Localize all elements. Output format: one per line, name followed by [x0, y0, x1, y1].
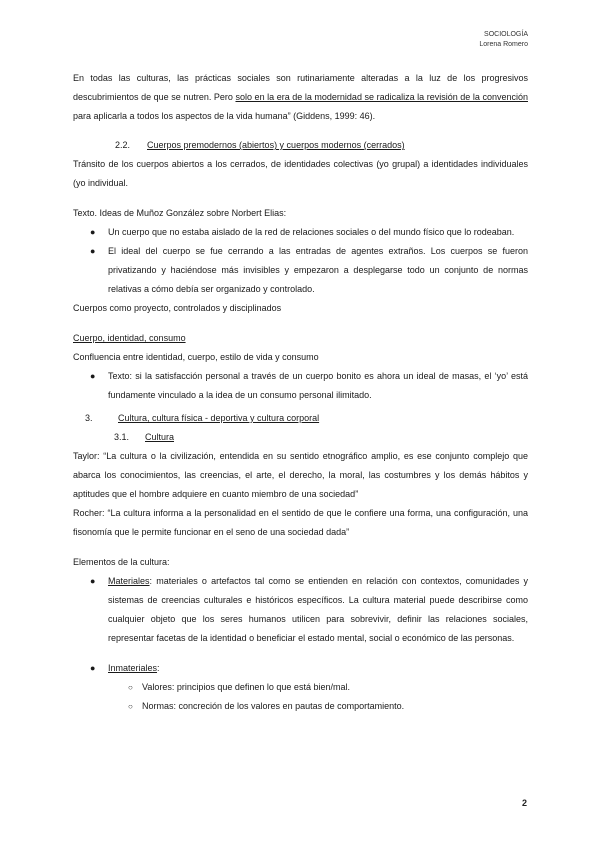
header-author: Lorena Romero [479, 41, 528, 48]
bullet-icon: ● [90, 663, 96, 673]
materiales-label: Materiales [108, 576, 150, 586]
intro-underlined-text: solo en la era de la modernidad se radicaliza la revisión de la convención [235, 92, 528, 102]
circle-bullet-icon: ○ [128, 683, 133, 692]
inmateriales-sublist [73, 678, 528, 716]
circle-bullet-icon: ○ [128, 702, 133, 711]
header-subject: SOCIOLOGÍA [484, 31, 528, 38]
section-title: Cultura, cultura física - deportiva y cultura corporal [118, 413, 320, 423]
bullet-icon: ● [90, 246, 96, 256]
section-2-2-paragraph: Tránsito de los cuerpos abiertos a los cerrados, de identidades colectivas (yo grupal) a identidades individuales (yo individual. [73, 159, 528, 188]
culture-elements-list [73, 572, 528, 648]
body-identity-heading: Cuerpo, identidad, consumo [73, 333, 186, 343]
section-title: Cultura [145, 432, 175, 442]
section-3-heading [73, 409, 528, 428]
list-item: ○ Valores: principios que definen lo que está bien/mal. [73, 678, 528, 697]
body-identity-line: Confluencia entre identidad, cuerpo, estilo de vida y consumo [73, 352, 319, 362]
rocher-quote: Rocher: “La cultura informa a la personalidad en el sentido de que le confiere una forma, una configuración, una fisonomía que le permite funcionar en el seno de una sociedad dada” [73, 508, 528, 537]
page-header [479, 30, 528, 50]
intro-citation-text: para aplicarla a todos los aspectos de la vida humana” (Giddens, 1999: 46). [73, 111, 376, 121]
section-number: 3.1. [114, 432, 130, 442]
page-content [73, 69, 528, 716]
list-item: ● Inmateriales: [73, 659, 528, 678]
page-number: 2 [521, 798, 527, 808]
section-2-2-closing: Cuerpos como proyecto, controlados y disciplinados [73, 303, 282, 313]
list-item: ● El ideal del cuerpo se fue cerrando a las entradas de agentes extraños. Los cuerpos se fueron privatizando y haciéndose más invisibles y empezaron a desplegarse todo un conjunto de normas relativas a cómo debía ser organizado y controlado. [73, 242, 528, 299]
list-item: ● Texto: si la satisfacción personal a través de un cuerpo bonito es ahora un ideal de masas, el ‘yo’ está fundamente vinculado a la idea de un consumo personal ilimitado. [73, 367, 528, 405]
section-2-2-heading [73, 136, 528, 155]
section-title: Cuerpos premodernos (abiertos) y cuerpos modernos (cerrados) [147, 140, 405, 150]
inmateriales-label: Inmateriales [108, 663, 158, 673]
section-3-1-heading [73, 428, 528, 447]
bullet-icon: ● [90, 371, 96, 381]
intro-paragraph [73, 69, 528, 126]
list-item: ● Materiales: materiales o artefactos tal como se entienden en relación con contextos, comunidades y sistemas de creencias culturales e históricos específicos. La cultura material puede describirse como cualquier objeto que los seres humanos utilicen para sobrevivir, definir las relaciones sociales, representar facetas de la identidad o beneficiar el estado mental, social o económico de las personas. [73, 572, 528, 648]
consumption-bullet-list [73, 367, 528, 405]
section-number: 2.2. [115, 140, 131, 150]
list-item: ○ Normas: concreción de los valores en pautas de comportamiento. [73, 697, 528, 716]
bullet-icon: ● [90, 576, 96, 586]
taylor-quote: Taylor: “La cultura o la civilización, entendida en su sentido etnográfico amplio, es ese conjunto complejo que abarca los conocimientos, las creencias, el arte, el derecho, la moral, las costumbres y los demás hábitos y aptitudes que el hombre adquiere en cuanto miembro de una sociedad” [73, 451, 528, 499]
culture-elements-list-2 [73, 659, 528, 678]
bullet-icon: ● [90, 227, 96, 237]
elias-bullet-list [73, 223, 528, 299]
intro-text: En todas las culturas, las prácticas sociales son rutinariamente alteradas a la luz de los progresivos descubrimientos de que se nutren. Pero [73, 73, 528, 102]
elements-label: Elementos de la cultura: [73, 557, 170, 567]
section-number: 3. [85, 413, 93, 423]
text-label: Texto. Ideas de Muñoz González sobre Norbert Elias: [73, 208, 287, 218]
list-item: ● Un cuerpo que no estaba aislado de la red de relaciones sociales o del mundo físico que lo rodeaban. [73, 223, 528, 242]
